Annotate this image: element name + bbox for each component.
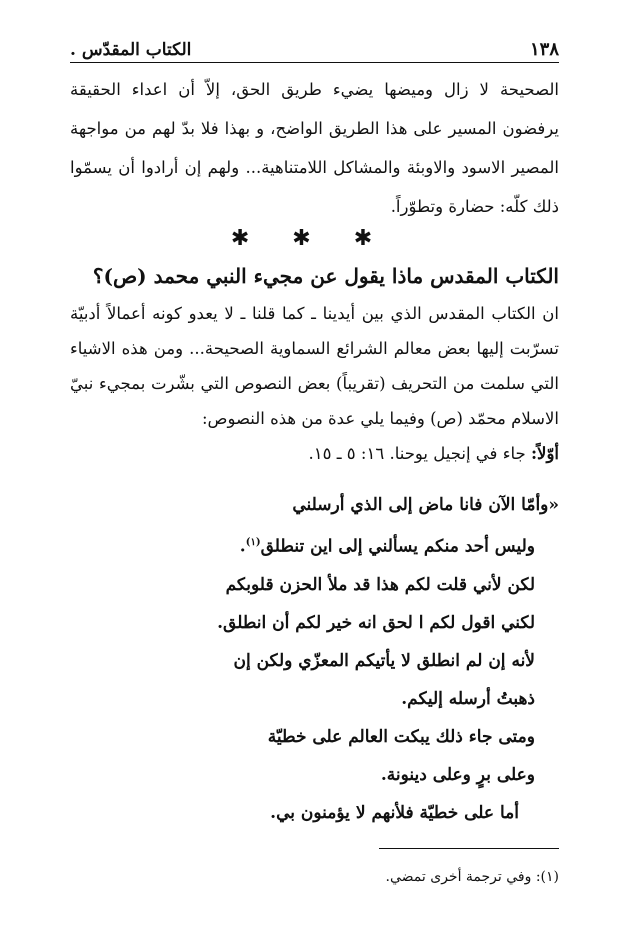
quote-line-text: وليس أحد منكم يسألني إلى اين تنطلق <box>260 536 535 557</box>
footnote: (١): وفي ترجمة أخرى تمضي. <box>385 869 559 885</box>
quote-line: أما على خطيّة فلأنهم لا يؤمنون بي. <box>270 802 519 823</box>
quote-line: لكن لأني قلت لكم هذا قد ملأ الحزن قلوبكم <box>225 574 535 595</box>
quote-line: لأنه إن لم انطلق لا يأتيكم المعزّي ولكن إن <box>233 650 535 671</box>
first-label: أوّلاً: <box>530 444 559 463</box>
quote-line: وعلى برٍ وعلى دينونة. <box>380 764 535 785</box>
quote-line <box>70 524 559 566</box>
page-header <box>70 34 559 63</box>
opening-paragraph <box>70 70 559 226</box>
section-intro <box>70 296 559 471</box>
section-heading: الكتاب المقدس ماذا يقول عن مجيء النبي محمد (ص)؟ <box>92 264 559 288</box>
running-title-text: الكتاب المقدّس <box>81 40 192 60</box>
footnote-divider <box>379 848 559 849</box>
intro-text: ان الكتاب المقدس الذي بين أيدينا ـ كما قلنا ـ لا يعدو كونه أعمالاً أدبيّة تسرّبت إليها بعض معالم الشرائع السماوية الصحيحة... ومن هذه الاشياء التي سلمت من التحريف (تقريباً) بعض النصوص التي بشّرت بمجيء نبيّ الاسلام محمّد (ص) وفيما يلي عدة من هذه النصوص: <box>70 304 559 428</box>
running-title <box>70 40 191 60</box>
title-dots: . <box>70 40 76 60</box>
section-separator: ✱ ✱ ✱ <box>230 226 391 251</box>
quote-line: لكني اقول لكم ا لحق انه خير لكم أن انطلق. <box>217 612 535 633</box>
footnote-marker: (١) <box>245 537 261 548</box>
page-number: ١٣٨ <box>529 39 559 60</box>
quote-line: «وأمّا الآن فانا ماض إلى الذي أرسلني <box>292 495 559 515</box>
quote-line: ذهبتُ أرسله إليكم. <box>401 688 535 709</box>
first-reference <box>70 436 559 471</box>
paragraph-text: الصحيحة لا زال وميضها يضيء طريق الحق، إلاّ أن اعداء الحقيقة يرفضون المسير على هذا الطريق الواضح، و بهذا فلا بدّ لهم من مواجهة المصير الاسود والاوبئة والمشاكل اللامتناهية... ولهم إن أرادوا أن يسمّوا ذلك كلّه: حضارة وتطوّراً. <box>70 80 559 216</box>
first-ref-text: جاء في إنجيل يوحنا. ١٦: ٥ ـ ١٥. <box>308 444 526 463</box>
quote-line-end: . <box>239 536 246 557</box>
quote-line: ومتى جاء ذلك يبكت العالم على خطيّة <box>267 726 535 747</box>
scripture-quote <box>70 486 559 832</box>
